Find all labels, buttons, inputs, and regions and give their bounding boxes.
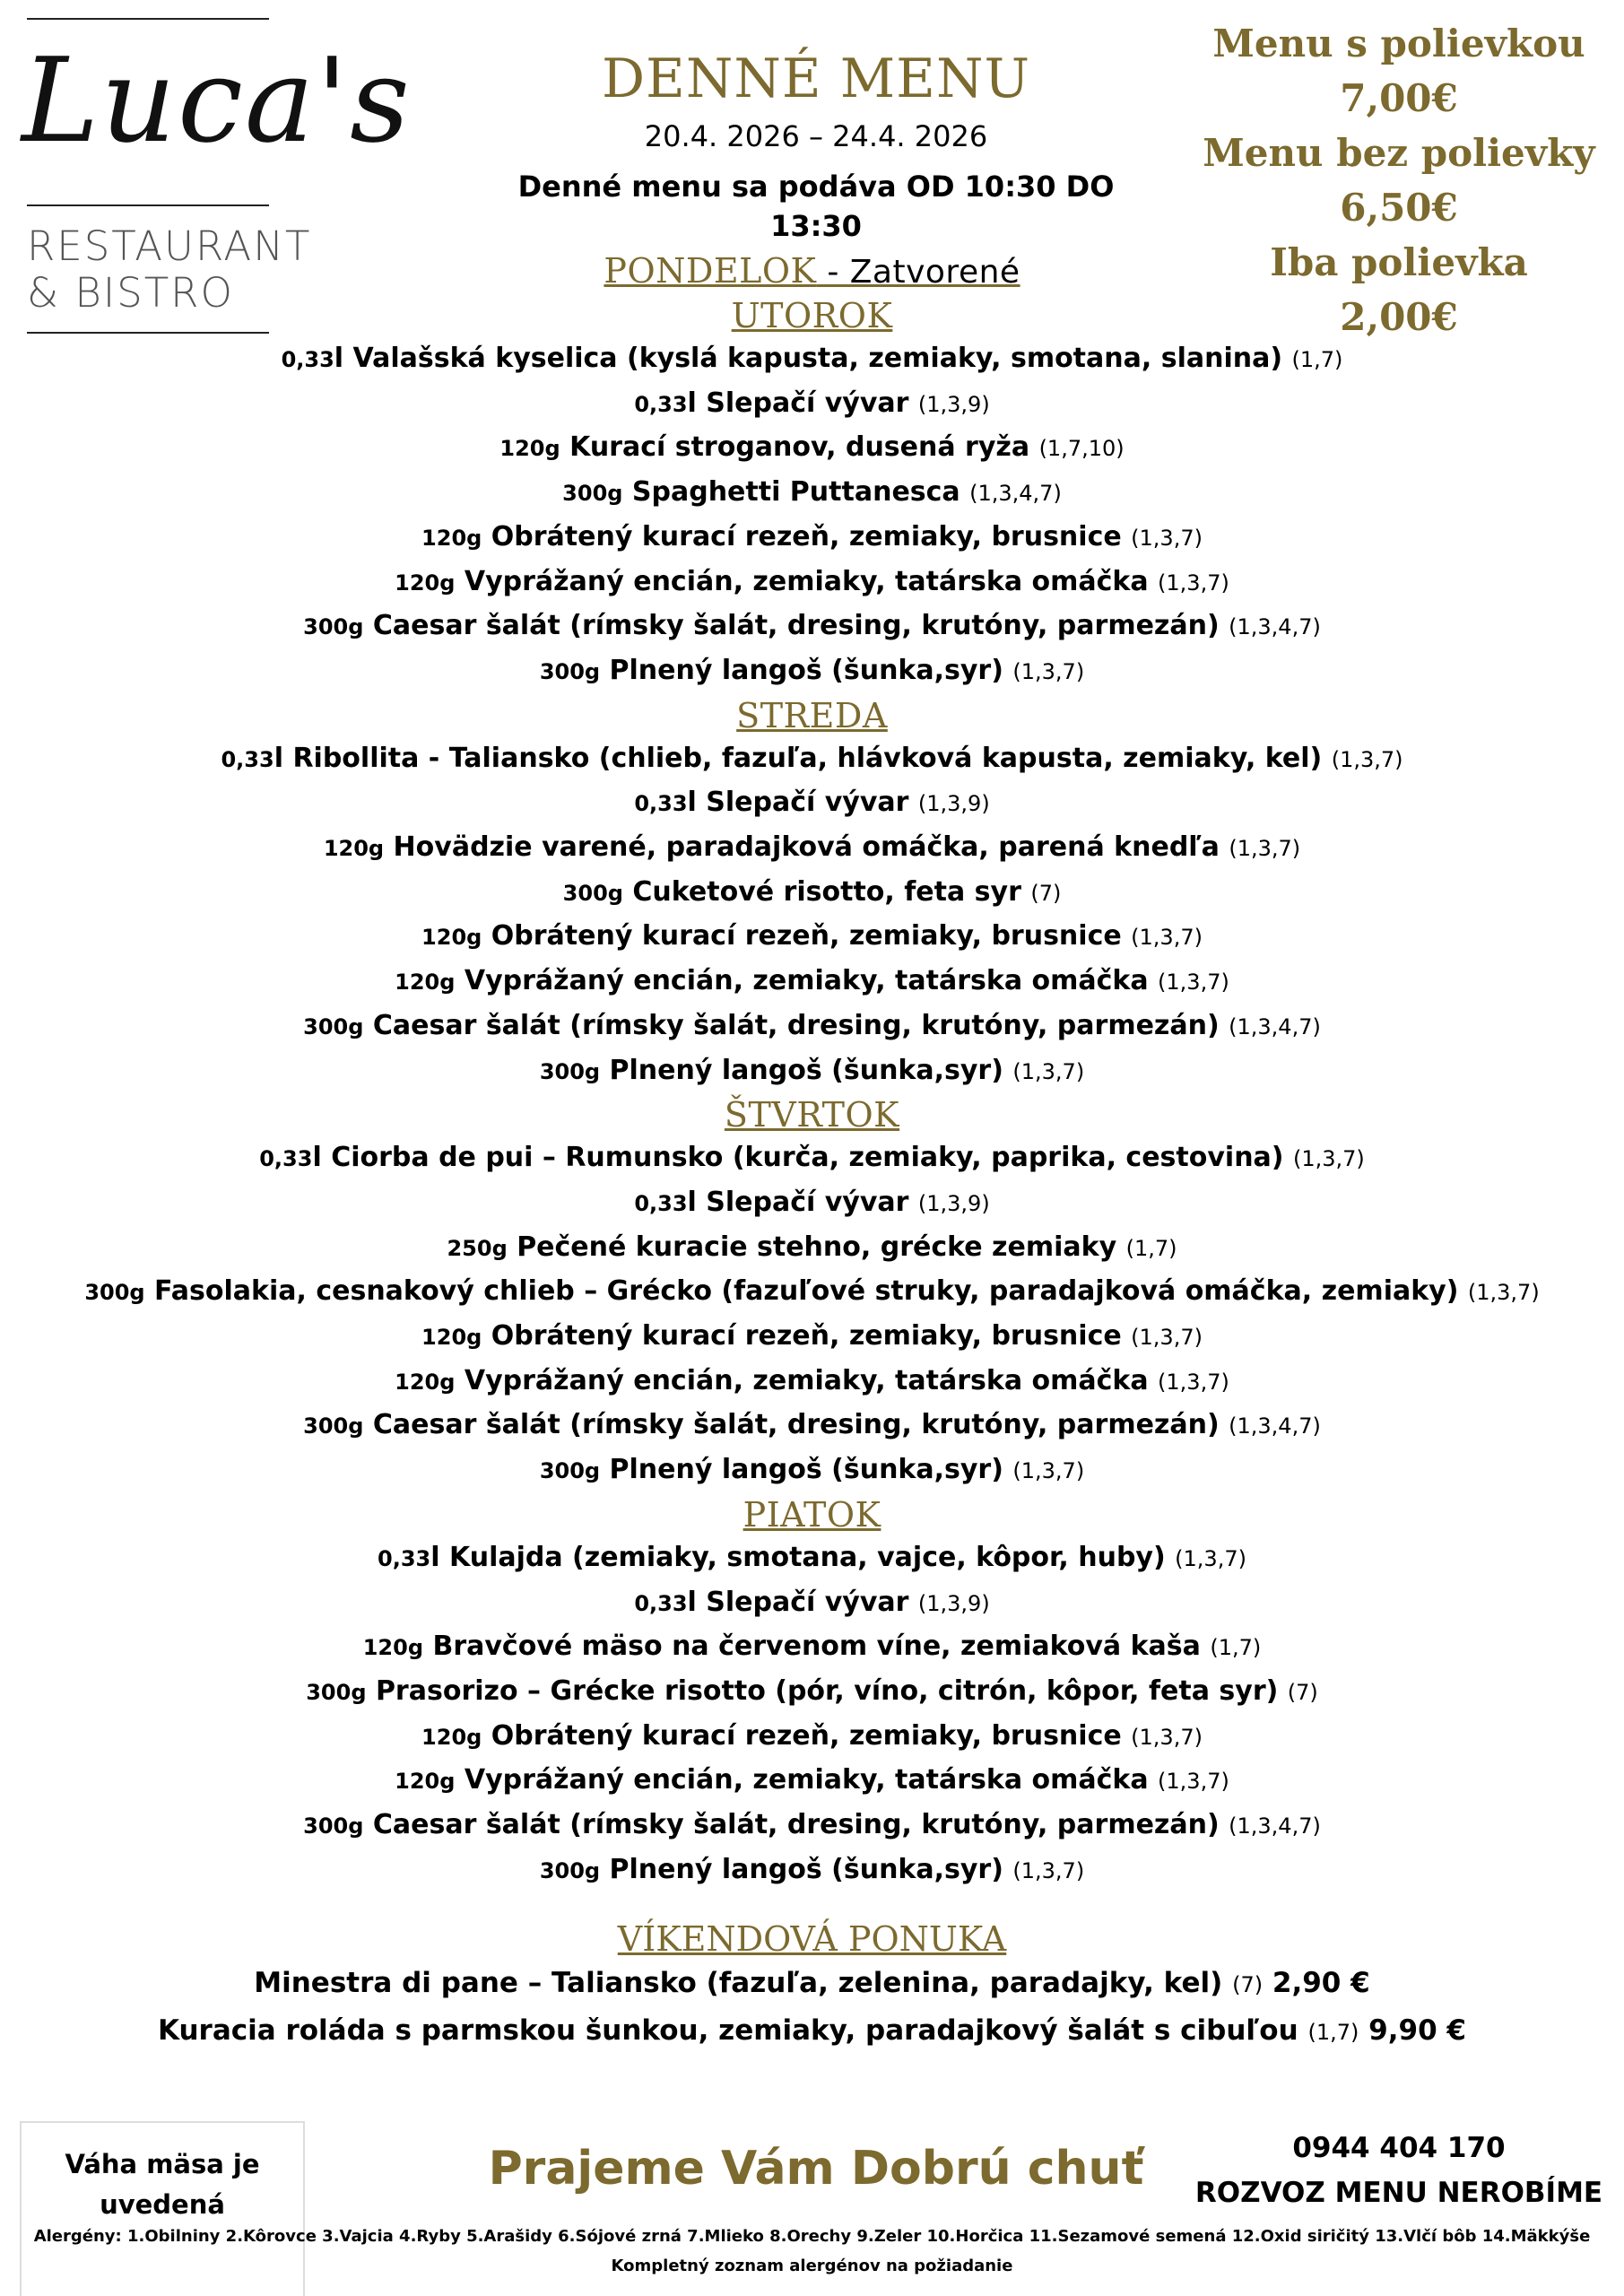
dish-allergens: (1,3,4,7) (1229, 1013, 1321, 1039)
dish-allergens: (7) (1287, 1679, 1318, 1705)
dish-quantity: 0,33 (634, 1190, 688, 1216)
day-friday-section (0, 1493, 1624, 1893)
dish-allergens: (1,7) (1307, 2020, 1359, 2045)
dish-quantity: 300g (562, 481, 623, 507)
dish-allergens: (7) (1232, 1972, 1264, 1997)
dish-quantity: 0,33 (221, 746, 274, 772)
dish-allergens: (1,3,9) (917, 1590, 990, 1616)
price-soup-only-label: Iba polievka (1270, 240, 1528, 284)
dish-name: Plnený langoš (šunka,syr) (600, 1853, 1013, 1885)
goodbye-message: Prajeme Vám Dobrú chuť (488, 2142, 1144, 2196)
day-thursday-name: ŠTVRTOK (724, 1095, 900, 1135)
dish-row (0, 1270, 1624, 1315)
dish-name: Cuketové risotto, feta syr (622, 875, 1031, 908)
day-friday-name: PIATOK (743, 1494, 881, 1535)
dish-name: Fasolakia, cesnakový chlieb – Grécko (fazuľové struky, paradajková omáčka, zemiaky) (144, 1275, 1468, 1308)
meat-weight-line1: Váha mäsa je (65, 2149, 260, 2179)
dish-name: Caesar šalát (rímsky šalát, dresing, krutóny, parmezán) (363, 1009, 1229, 1041)
dish-allergens: (1,3,7) (1175, 1545, 1246, 1571)
logo-bistro: & BISTRO (27, 269, 234, 317)
dish-row (0, 1536, 1624, 1581)
dish-row (0, 516, 1624, 561)
dish-allergens: (1,3,7) (1012, 1857, 1085, 1883)
price-without-soup-label: Menu bez polievky (1203, 131, 1595, 175)
dish-row (0, 1715, 1624, 1760)
dish-name: Caesar šalát (rímsky šalát, dresing, krutóny, parmezán) (363, 1809, 1229, 1841)
dish-allergens: (1,3,7) (1229, 836, 1301, 862)
dish-row (0, 1759, 1624, 1804)
dish-row (0, 337, 1624, 382)
contact-info (1184, 2126, 1614, 2215)
dish-name: Hovädzie varené, paradajková omáčka, parená knedľa (384, 831, 1229, 864)
dish-name: Slepačí vývar (696, 1586, 918, 1618)
dish-allergens: (1,3,7) (1012, 1458, 1085, 1484)
phone-number: 0944 404 170 (1292, 2132, 1506, 2164)
dish-row (0, 1226, 1624, 1271)
day-thursday-section (0, 1093, 1624, 1493)
dish-row (0, 1136, 1624, 1181)
dish-quantity: 120g (395, 1369, 456, 1395)
menu-header (475, 47, 1157, 246)
dish-allergens: (1,7,10) (1038, 436, 1125, 462)
dish-allergens: (1,3,7) (1158, 570, 1229, 596)
dish-quantity: 300g (303, 1813, 364, 1839)
dish-quantity: 300g (303, 614, 364, 640)
dish-name: Valašská kyselica (kyslá kapusta, zemiaky, smotana, slanina) (343, 343, 1292, 374)
price-without-soup: 6,50€ (1340, 186, 1458, 230)
dish-allergens: (1,3,9) (917, 1190, 990, 1216)
dish-allergens: (1,3,9) (917, 391, 990, 417)
dish-allergens: (1,7) (1291, 347, 1343, 372)
dish-quantity: 300g (84, 1280, 145, 1306)
dish-quantity: 120g (421, 1724, 482, 1750)
dish-row (0, 604, 1624, 649)
dish-name: Plnený langoš (šunka,syr) (600, 1454, 1013, 1486)
dish-unit: l (430, 1541, 440, 1573)
dish-allergens: (1,7) (1125, 1235, 1177, 1261)
dish-allergens: (1,3,7) (1331, 746, 1403, 772)
dish-allergens: (1,3,4,7) (1229, 1413, 1321, 1439)
dish-name: Ciorba de pui – Rumunsko (kurča, zemiaky, paprika, cestovina) (321, 1142, 1293, 1174)
dish-quantity: 0,33 (259, 1146, 313, 1172)
menu-hours: Denné menu sa podáva OD 10:30 DO 13:30 (517, 170, 1115, 243)
dish-allergens: (1,3,7) (1292, 1146, 1365, 1172)
dish-row (0, 426, 1624, 471)
day-tuesday-name: UTOROK (731, 296, 893, 335)
dish-name: Plnený langoš (šunka,syr) (600, 654, 1013, 686)
dish-row (0, 1581, 1624, 1626)
dish-quantity: 300g (539, 1058, 601, 1084)
allergen-note: Kompletný zoznam alergénov na požiadanie (611, 2257, 1013, 2275)
dish-row (0, 1670, 1624, 1715)
dish-name: Obrátený kurací rezeň, zemiaky, brusnice (482, 520, 1132, 552)
dish-quantity: 0,33 (634, 791, 688, 817)
weekend-title: VÍKENDOVÁ PONUKA (617, 1919, 1007, 1959)
price-with-soup-label: Menu s polievkou (1212, 22, 1585, 65)
logo-top-rule (27, 18, 269, 20)
dish-name: Slepačí vývar (696, 1186, 918, 1218)
dish-unit: l (687, 1186, 697, 1218)
logo-restaurant: RESTAURANT (27, 222, 312, 270)
dish-row (0, 915, 1624, 960)
meat-weight-line2: uvedená (100, 2189, 225, 2220)
dish-row (0, 781, 1624, 826)
dish-allergens: (1,3,7) (1131, 1724, 1203, 1750)
dish-quantity: 300g (303, 1013, 364, 1039)
dish-row (0, 649, 1624, 694)
dish-allergens: (1,3,7) (1131, 525, 1203, 551)
dish-allergens: (1,3,7) (1467, 1280, 1540, 1306)
dish-row (0, 871, 1624, 916)
dish-unit: l (687, 387, 697, 419)
dish-row (0, 471, 1624, 516)
logo-script: Luca's (22, 32, 412, 169)
day-tuesday-section (0, 294, 1624, 694)
dish-quantity: 300g (539, 658, 601, 684)
dish-quantity: 0,33 (634, 391, 688, 417)
logo-middle-rule (27, 204, 269, 206)
dish-allergens: (1,3,7) (1158, 1369, 1229, 1395)
dish-name: Vyprážaný encián, zemiaky, tatárska omáčka (455, 965, 1159, 997)
dish-row (0, 1315, 1624, 1360)
dish-row (0, 960, 1624, 1004)
dish-row (0, 1004, 1624, 1049)
dish-quantity: 120g (395, 570, 456, 596)
dish-row (0, 561, 1624, 605)
dish-allergens: (1,3,7) (1012, 658, 1085, 684)
dish-row (0, 826, 1624, 871)
dish-allergens: (1,7) (1210, 1635, 1262, 1661)
dish-price: 9,90 € (1359, 2014, 1466, 2047)
dish-name: Vyprážaný encián, zemiaky, tatárska omáčka (455, 1764, 1159, 1796)
dish-quantity: 120g (421, 525, 482, 551)
dish-row (0, 1181, 1624, 1226)
dish-name: Prasorizo – Grécke risotto (pór, víno, citrón, kôpor, feta syr) (366, 1674, 1288, 1707)
dish-quantity: 0,33 (281, 347, 334, 372)
dish-row (0, 1625, 1624, 1670)
dish-quantity: 120g (395, 970, 456, 996)
dish-quantity: 120g (362, 1635, 424, 1661)
dish-quantity: 250g (447, 1235, 508, 1261)
dish-unit: l (687, 1586, 697, 1618)
dish-row (0, 1804, 1624, 1848)
dish-name: Bravčové mäso na červenom víne, zemiaková kaša (423, 1631, 1211, 1663)
dish-allergens: (1,3,7) (1158, 1769, 1229, 1795)
dish-allergens: (1,3,4,7) (969, 481, 1062, 507)
dish-name: Obrátený kurací rezeň, zemiaky, brusnice (482, 1320, 1132, 1352)
allergen-legend: Alergény: 1.Obilniny 2.Kôrovce 3.Vajcia 4.Ryby 5.Arašidy 6.Sójové zrná 7.Mlieko 8.Orechy 9.Zeler 10.Horčica 11.Sezamové semená 12.Oxid siričitý 13.Vlčí bôb 14.Mäkkýše (33, 2227, 1591, 2246)
dish-quantity: 120g (395, 1769, 456, 1795)
dish-allergens: (1,3,4,7) (1229, 614, 1321, 640)
price-soup-only: 2,00€ (1340, 295, 1458, 339)
day-wednesday-section (0, 694, 1624, 1094)
dish-row (0, 1360, 1624, 1405)
dish-unit: l (312, 1142, 322, 1174)
dish-unit: l (334, 343, 344, 374)
day-wednesday-name: STREDA (736, 695, 888, 735)
dish-name: Vyprážaný encián, zemiaky, tatárska omáčka (455, 1364, 1159, 1396)
dish-row (0, 1448, 1624, 1493)
dish-quantity: 300g (306, 1679, 367, 1705)
dish-quantity: 0,33 (634, 1590, 688, 1616)
dish-quantity: 300g (303, 1413, 364, 1439)
dish-quantity: 300g (539, 1458, 601, 1484)
delivery-note: ROZVOZ MENU NEROBÍME (1194, 2177, 1603, 2209)
dish-allergens: (1,3,7) (1012, 1058, 1085, 1084)
daily-menu (0, 249, 1624, 1893)
dish-name: Pečené kuracie stehno, grécke zemiaky (507, 1231, 1126, 1263)
dish-name: Spaghetti Puttanesca (622, 476, 970, 509)
dish-name: Kulajda (zemiaky, smotana, vajce, kôpor, huby) (439, 1541, 1176, 1573)
dish-allergens: (1,3,7) (1131, 1325, 1203, 1351)
dish-quantity: 120g (421, 1325, 482, 1351)
dish-unit: l (687, 787, 697, 819)
day-monday-name: PONDELOK (604, 251, 817, 291)
menu-title: DENNÉ MENU (601, 48, 1031, 110)
dish-name: Slepačí vývar (696, 387, 918, 419)
dish-name: Caesar šalát (rímsky šalát, dresing, krutóny, parmezán) (363, 1409, 1229, 1441)
dish-allergens: (7) (1030, 880, 1062, 906)
day-monday-note: - Zatvorené (816, 254, 1020, 291)
dish-name: Obrátený kurací rezeň, zemiaky, brusnice (482, 920, 1132, 952)
dish-allergens: (1,3,4,7) (1229, 1813, 1321, 1839)
dish-row (0, 1049, 1624, 1094)
weekend-list (0, 1961, 1624, 2056)
weekend-dish-row (0, 2008, 1624, 2056)
dish-quantity: 120g (323, 836, 385, 862)
dish-name: Plnený langoš (šunka,syr) (600, 1054, 1013, 1086)
dish-name: Kurací stroganov, dusená ryža (560, 431, 1039, 464)
dish-row (0, 1848, 1624, 1893)
dish-allergens: (1,3,7) (1131, 925, 1203, 951)
dish-quantity: 120g (499, 436, 560, 462)
dish-row (0, 382, 1624, 427)
dish-allergens: (1,3,7) (1158, 970, 1229, 996)
dish-name: Caesar šalát (rímsky šalát, dresing, krutóny, parmezán) (363, 610, 1229, 642)
dish-row (0, 737, 1624, 782)
dish-row (0, 1404, 1624, 1448)
day-monday (0, 249, 1624, 294)
dish-quantity: 300g (539, 1857, 601, 1883)
dish-name: Obrátený kurací rezeň, zemiaky, brusnice (482, 1719, 1132, 1752)
dish-price: 2,90 € (1263, 1967, 1370, 1999)
menu-dates: 20.4. 2026 – 24.4. 2026 (644, 119, 988, 153)
dish-quantity: 0,33 (378, 1545, 431, 1571)
weekend-dish-row (0, 1961, 1624, 2008)
dish-allergens: (1,3,9) (917, 791, 990, 817)
price-with-soup: 7,00€ (1340, 76, 1458, 120)
dish-name: Ribollita - Taliansko (chlieb, fazuľa, hlávková kapusta, zemiaky, kel) (283, 742, 1332, 774)
dish-name: Slepačí vývar (696, 787, 918, 819)
dish-unit: l (274, 742, 283, 774)
dish-quantity: 300g (562, 880, 623, 906)
dish-quantity: 120g (421, 925, 482, 951)
dish-name: Vyprážaný encián, zemiaky, tatárska omáčka (455, 565, 1159, 597)
dish-name: Kuracia roláda s parmskou šunkou, zemiaky, paradajkový šalát s cibuľou (158, 2014, 1308, 2047)
dish-name: Minestra di pane – Taliansko (fazuľa, zelenina, paradajky, kel) (254, 1967, 1233, 1999)
